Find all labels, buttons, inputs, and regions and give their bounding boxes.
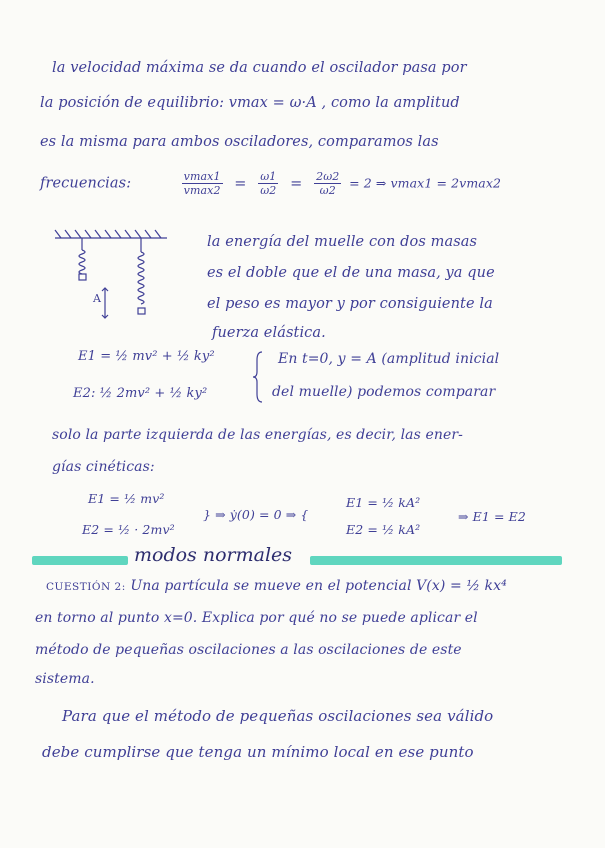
fraction-2omega-num: 2ω2 (316, 170, 340, 183)
spring-diagram (55, 228, 185, 328)
kinetic-eq-2: E2 = ½ · 2mv² (82, 522, 175, 537)
text-line-3: es la misma para ambos osciladores, comparamos las (40, 134, 439, 150)
energy-eq-1: E1 = ½ mv² + ½ ky² (78, 349, 215, 364)
question-line-4: sistema. (35, 671, 95, 687)
spring-text-3: el peso es mayor y por consiguiente la (207, 296, 493, 312)
potential-eq-1: E1 = ½ kA² (346, 495, 421, 510)
question-text-1: Una partícula se mueve en el potencial V(x) = ½ kx⁴ (130, 578, 507, 594)
kinetic-implication: } ⇒ ẏ(0) = 0 ⇒ { (203, 507, 309, 522)
spring-text-2: es el doble que el de una masa, ya que (207, 265, 495, 281)
frequency-equation-line (40, 170, 501, 197)
fraction-2omega-den: ω2 (319, 184, 336, 197)
section-heading-text: modos normales (128, 544, 298, 566)
question-line-2: en torno al punto x=0. Explica por qué no se puede aplicar el (35, 610, 478, 626)
answer-line-2: debe cumplirse que tenga un mínimo local en ese punto (42, 743, 474, 761)
equals-1: = (234, 175, 247, 192)
kinetic-eq-1: E1 = ½ mv² (88, 491, 165, 506)
highlight-right (310, 556, 562, 565)
answer-line-1: Para que el método de pequeñas oscilaciones sea válido (62, 707, 494, 725)
fraction-vmax-den: vmax2 (183, 184, 221, 197)
section-heading (32, 544, 562, 574)
energy-eq-2: E2: ½ 2mv² + ½ ky² (73, 386, 208, 401)
question-line-1 (46, 578, 507, 594)
spring-text-4: fuerza elástica. (212, 325, 326, 341)
text-line-2: la posición de equilibrio: vmax = ω·A , como la amplitud (40, 95, 460, 111)
fraction-vmax-num: vmax1 (183, 170, 221, 183)
potential-eq-2: E2 = ½ kA² (346, 522, 421, 537)
fraction-omega-num: ω1 (260, 170, 277, 183)
fraction-2omega (314, 170, 341, 197)
left-brace (252, 350, 266, 404)
text-line-gias: gías cinéticas: (52, 459, 155, 475)
fraction-omega (258, 170, 278, 197)
text-line-1: la velocidad máxima se da cuando el oscilador pasa por (52, 60, 467, 76)
amplitude-label: A (93, 292, 102, 305)
frequency-result: = 2 ⇒ vmax1 = 2vmax2 (349, 175, 502, 191)
fraction-omega-den: ω2 (260, 184, 277, 197)
brace-text-2: del muelle) podemos comparar (272, 384, 496, 400)
energy-equality: ⇒ E1 = E2 (458, 509, 526, 524)
question-label: CUESTIÓN 2: (46, 581, 126, 593)
spring-text-1: la energía del muelle con dos masas (207, 234, 478, 250)
brace-text-1: En t=0, y = A (amplitud inicial (278, 351, 500, 367)
frequency-prefix: frecuencias: (40, 175, 132, 192)
text-line-solo: solo la parte izquierda de las energías, es decir, las ener- (52, 427, 463, 443)
fraction-vmax (182, 170, 223, 197)
equals-2: = (290, 175, 303, 192)
highlight-left (32, 556, 128, 565)
question-line-3: método de pequeñas oscilaciones a las oscilaciones de este (35, 642, 462, 658)
